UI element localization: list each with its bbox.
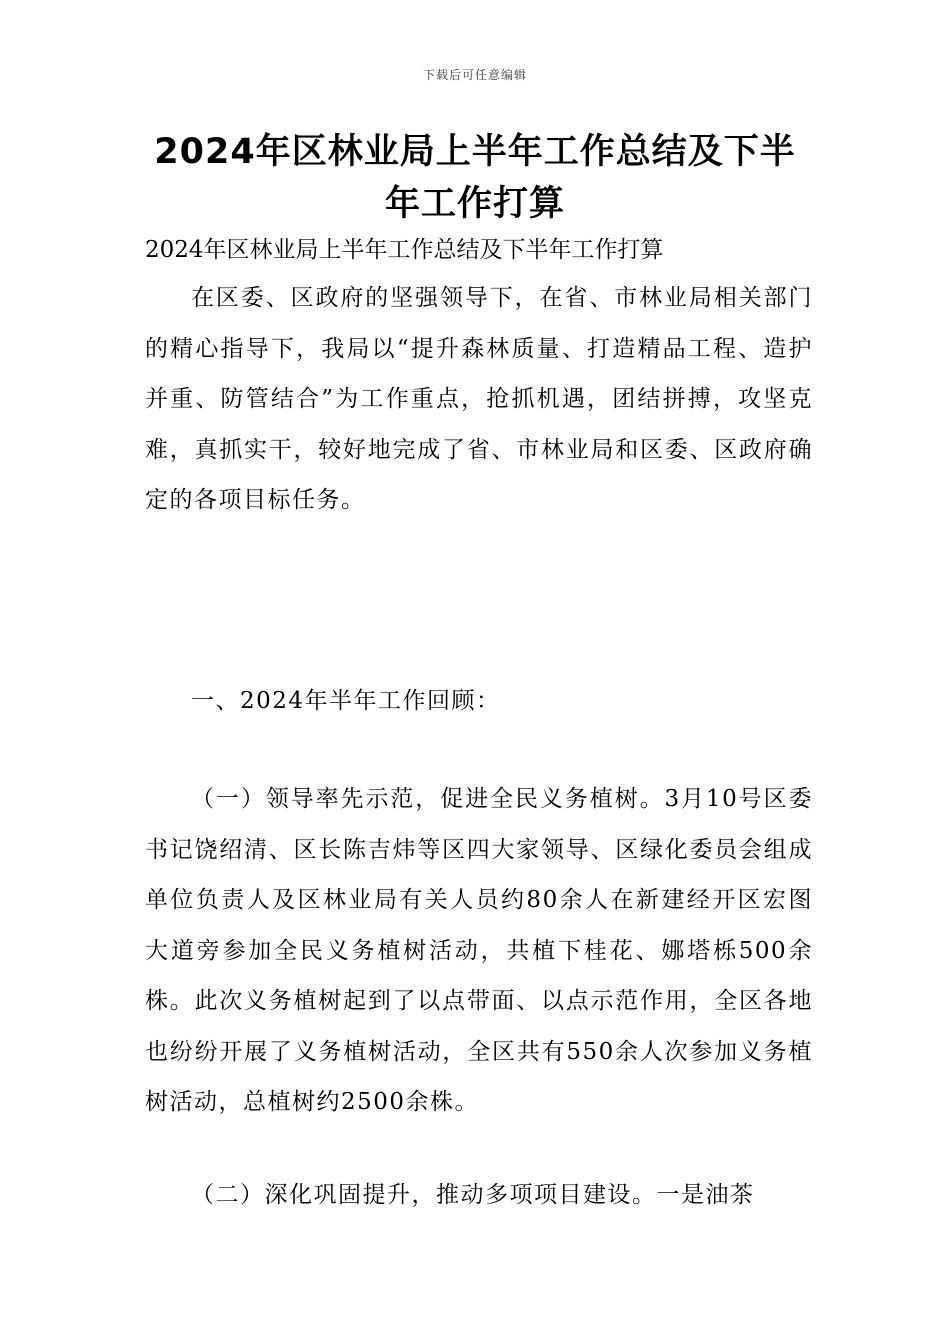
document-subtitle: 2024年区林业局上半年工作总结及下半年工作打算 bbox=[145, 237, 664, 263]
paragraph-intro: 在区委、区政府的坚强领导下，在省、市林业局相关部门的精心指导下，我局以“提升森林质量、打造精品工程、造护并重、防管结合”为工作重点，抢抓机遇，团结拼搏，攻坚克难，真抓实干，较好地完成了省、市林业局和区委、区政府确定的各项目标任务。 bbox=[145, 285, 813, 513]
paragraph-item-2: （二）深化巩固提升，推动多项项目建设。一是油茶 bbox=[191, 1182, 755, 1208]
document-title: 2024年区林业局上半年工作总结及下半年工作打算 bbox=[154, 132, 796, 224]
paragraph-item-1: （一）领导率先示范，促进全民义务植树。3月10号区委书记饶绍清、区长陈吉炜等区四大家领导、区绿化委员会组成单位负责人及区林业局有关人员约80余人在新建经开区宏图大道旁参加全民义务植树活动，共植下桂花、娜塔栎500余株。此次义务植树起到了以点带面、以点示范作用，全区各地也纷纷开展了义务植树活动，全区共有550余人次参加义务植树活动，总植树约2500余株。 bbox=[145, 786, 813, 1115]
header-note: 下载后可任意编辑 bbox=[422, 68, 527, 82]
section-heading: 一、2024年半年工作回顾： bbox=[191, 688, 501, 714]
